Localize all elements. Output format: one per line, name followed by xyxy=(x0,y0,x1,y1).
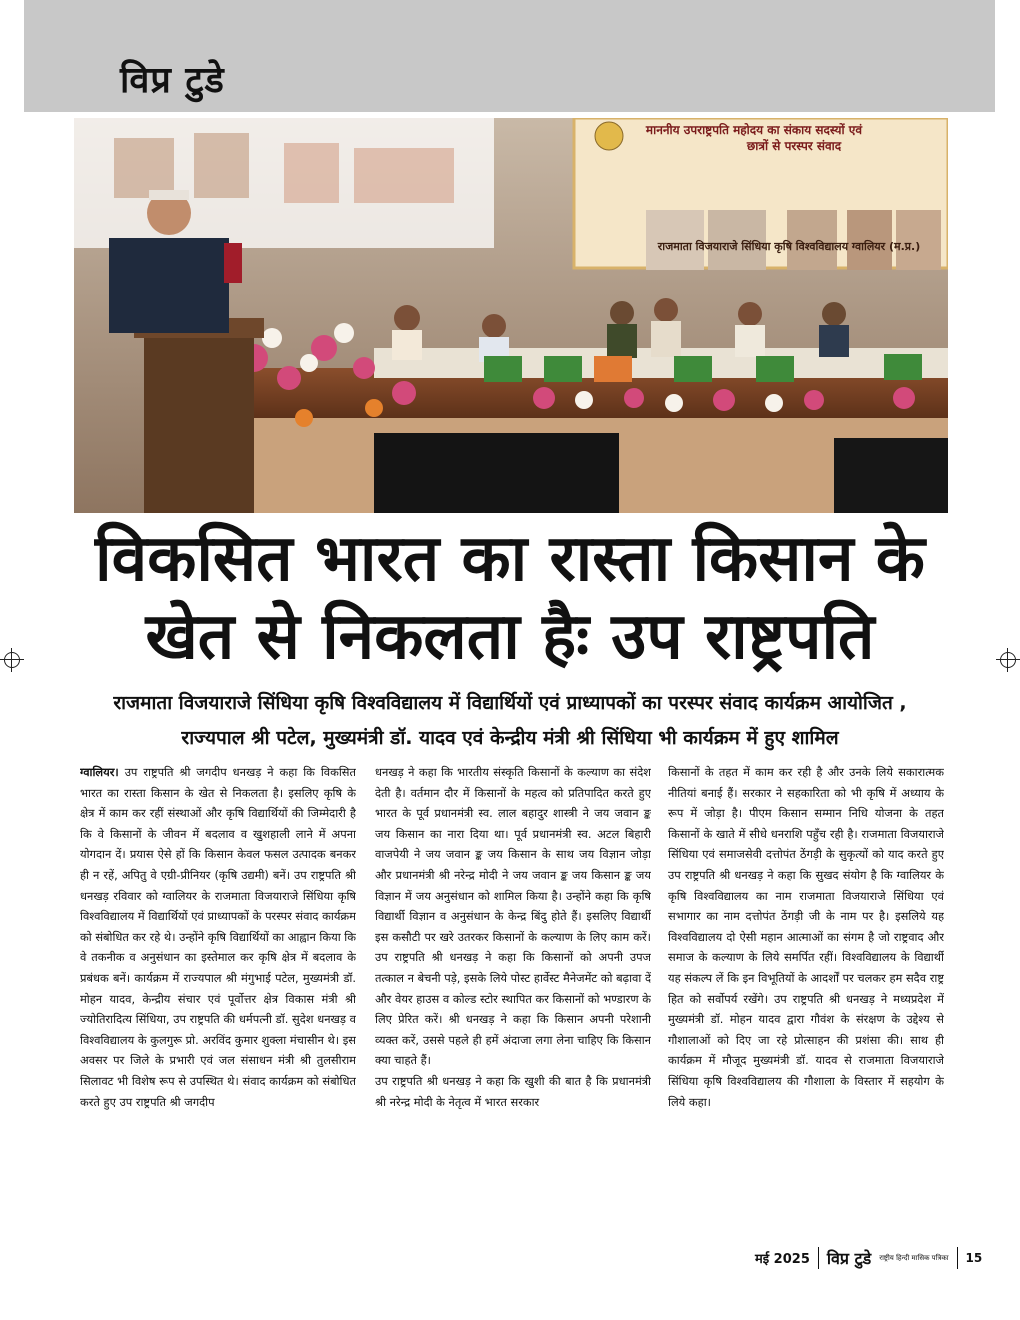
event-photo-illustration xyxy=(74,118,948,513)
article-headline xyxy=(40,520,980,676)
masthead-bar xyxy=(24,0,995,112)
footer-divider xyxy=(818,1247,819,1269)
column-2-text-b: उप राष्ट्रपति श्री धनखड़ ने कहा कि खुशी की बात है कि प्रधानमंत्री श्री नरेन्द्र मोदी के नेतृत्व में भारत सरकार xyxy=(375,1073,651,1109)
article-column-1 xyxy=(80,762,356,1232)
subhead-line-1: राजमाता विजयाराजे सिंधिया कृषि विश्वविद्यालय में विद्यार्थियों एवं प्राध्यापकों का परस्पर संवाद कार्यक्रम आयोजित , xyxy=(113,692,907,714)
article-column-3 xyxy=(668,762,944,1232)
subhead-line-2: राज्यपाल श्री पटेल, मुख्यमंत्री डॉ. यादव एवं केन्द्रीय मंत्री श्री सिंधिया भी कार्यक्रम में हुए शामिल xyxy=(181,727,839,749)
footer-date: मई 2025 xyxy=(755,1252,810,1267)
headline-line-2: खेत से निकलता हैः उप राष्ट्रपति xyxy=(145,600,875,674)
magazine-title: विप्र टुडे xyxy=(120,60,225,101)
column-1-text: उप राष्ट्रपति श्री जगदीप धनखड़ ने कहा कि विकसित भारत का रास्ता किसान के खेत से निकलता है। इसलिए कृषि के क्षेत्र में काम कर रहीं संस्थाओं और कृषि विद्यार्थियों की जिम्मेदारी है कि वे किसानों के जीवन में बदलाव व खुशहाली लाने में अपना योगदान दें। प्रयास ऐसे हों कि किसान केवल फसल उत्पादक बनकर ही न रहें, अपितु वे एग्री-प्रीनियर (कृषि उद्यमी) बनें। उप राष्ट्रपति श्री धनखड़ रविवार को ग्वालियर के राजमाता विजयाराजे सिंधिया कृषि विश्वविद्यालय में विद्यार्थियों एवं प्राध्यापकों के परस्पर संवाद कार्यक्रम को संबोधित कर रहे थे। उन्होंने कृषि विद्यार्थियों का आह्वान किया कि वे तकनीक व अनुसंधान का इस्तेमाल कर कृषि क्षेत्र में बदलाव के प्रबंधक बनें। कार्यक्रम में राज्यपाल श्री मंगुभाई पटेल, मुख्यमंत्री डॉ. मोहन यादव, केन्द्रीय संचार एवं पूर्वोत्तर क्षेत्र विकास मंत्री श्री ज्योतिरादित्य सिंधिया, उप राष्ट्रपति की धर्मपत्नी डॉ. सुदेश धनखड़ व विश्वविद्यालय के कुलगुरू प्रो. अरविंद कुमार शुक्ला मंचासीन थे। इस अवसर पर जिले के प्रभारी एवं जल संसाधन मंत्री श्री तुलसीराम सिलावट भी विशेष रूप से उपस्थित थे। संवाद कार्यक्रम को संबोधित करते हुए उप राष्ट्रपति श्री जगदीप xyxy=(80,765,356,1109)
column-2-text-a: धनखड़ ने कहा कि भारतीय संस्कृति किसानों के कल्याण का संदेश देती है। वर्तमान दौर में किसानों के महत्व को प्रतिपादित करते हुए भारत के पूर्व प्रधानमंत्री स्व. लाल बहादुर शास्त्री ने जय जवान ङ्क जय किसान का नारा दिया था। पूर्व प्रधानमंत्री स्व. अटल बिहारी वाजपेयी ने जय जवान ङ्क जय किसान के साथ जय विज्ञान जोड़ा और प्रधानमंत्री श्री नरेन्द्र मोदी ने जय जवान ङ्क जय किसान ङ्क जय विज्ञान में जय अनुसंधान को शामिल किया है। उन्होंने कहा कि कृषि विद्यार्थी विज्ञान व अनुसंधान के केन्द्र बिंदु होते हैं। इसलिए विद्यार्थी इस कसौटी पर खरे उतरकर किसानों के कल्याण के लिए काम करें। उप राष्ट्रपति श्री धनखड़ ने कहा कि किसानों को अपनी उपज तत्काल न बेचनी पड़े, इसके लिये पोस्ट हार्वेस्ट मैनेजमेंट को बढ़ावा दें और वेयर हाउस व कोल्ड स्टोर स्थापित कर किसानों को भण्डारण के लिए प्रेरित करें। श्री धनखड़ ने कहा कि किसान अपनी परेशानी व्यक्त करें, उससे पहले ही हमें अंदाजा लगा लेना चाहिए कि किसान क्या चाहते हैं। xyxy=(375,765,651,1068)
crop-mark-right xyxy=(996,648,1020,672)
banner-line-1: माननीय उपराष्ट्रपति महोदय का संकाय सदस्यों एवं xyxy=(645,123,863,137)
page-footer xyxy=(755,1245,982,1271)
footer-divider-2 xyxy=(957,1247,958,1269)
banner-line-2: छात्रों से परस्पर संवाद xyxy=(746,139,842,153)
banner-university: राजमाता विजयाराजे सिंधिया कृषि विश्वविद्यालय ग्वालियर (म.प्र.) xyxy=(657,240,921,253)
footer-tagline: राष्ट्रीय हिन्दी मासिक पत्रिका xyxy=(879,1253,949,1262)
article-subheadline xyxy=(40,686,980,756)
headline-line-1: विकसित भारत का रास्ता किसान के xyxy=(95,522,925,596)
page-number: 15 xyxy=(965,1251,983,1265)
column-3-text: किसानों के तहत में काम कर रही है और उनके लिये सकारात्मक नीतियां बनाई हैं। सरकार ने सहकारिता को भी कृषि में अध्याय के रूप में जोड़ा है। पीएम किसान सम्मान निधि योजना के तहत किसानों के खाते में सीधे धनराशि पहुँच रही है। राजमाता विजयाराजे सिंधिया एवं समाजसेवी दत्तोपंत ठेंगड़ी के सुकृत्यों को याद करते हुए उप राष्ट्रपति श्री धनखड़ ने कहा कि सुखद संयोग है कि ग्वालियर के कृषि विश्वविद्यालय का नाम राजमाता विजयाराजे सिंधिया एवं सभागार का नाम दत्तोपंत ठेंगड़ी जी के नाम पर है। इसलिये यह विश्वविद्यालय दो ऐसी महान आत्माओं का संगम है जो राष्ट्रवाद और समाज के कल्याण के लिये समर्पित रहीं। विश्वविद्यालय के विद्यार्थी यह संकल्प लें कि इन विभूतियों के आदर्शों पर चलकर हम सदैव राष्ट्र हित को सर्वोपर्य रखेंगे। उप राष्ट्रपति श्री धनखड़ ने मध्यप्रदेश में मुख्यमंत्री डॉ. मोहन यादव द्वारा गौवंश के संरक्षण के उद्देश्य से गौशालाओं को दिए जा रहे प्रोत्साहन की प्रशंसा की। साथ ही कार्यक्रम में मौजूद मुख्यमंत्री डॉ. यादव से राजमाता विजयाराजे सिंधिया कृषि विश्वविद्यालय की गौशाला के विस्तार में सहयोग के लिये कहा। xyxy=(668,765,944,1109)
footer-brand: विप्र टुडे xyxy=(826,1249,872,1268)
event-photo xyxy=(74,118,948,513)
crop-mark-left xyxy=(0,648,24,672)
article-column-2 xyxy=(375,762,651,1232)
dateline: ग्वालियर। xyxy=(80,765,119,779)
